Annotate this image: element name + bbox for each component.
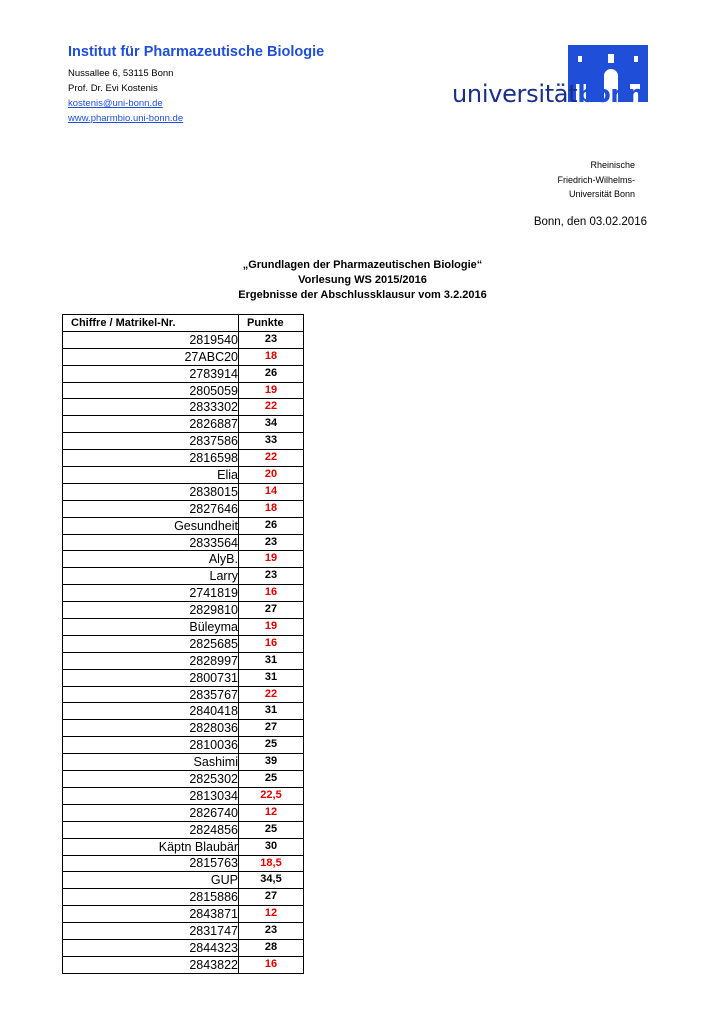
table-row bbox=[63, 348, 304, 365]
row-id-cell: 2800731 bbox=[63, 669, 239, 686]
row-id-cell: 2819540 bbox=[63, 331, 239, 348]
logo-text-bold: bonn bbox=[577, 80, 644, 108]
row-points-cell: 31 bbox=[239, 669, 304, 686]
row-id-cell: 2831747 bbox=[63, 923, 239, 940]
column-header-points: Punkte bbox=[239, 315, 304, 332]
row-points-cell: 18,5 bbox=[239, 855, 304, 872]
table-row bbox=[63, 939, 304, 956]
row-id-cell: Larry bbox=[63, 568, 239, 585]
row-points-cell: 19 bbox=[239, 382, 304, 399]
row-points-cell: 27 bbox=[239, 602, 304, 619]
results-table bbox=[62, 314, 304, 974]
table-row bbox=[63, 568, 304, 585]
university-line-3: Universität Bonn bbox=[568, 189, 635, 199]
email-link[interactable]: kostenis@uni-bonn.de bbox=[68, 98, 163, 109]
table-row bbox=[63, 534, 304, 551]
institute-header bbox=[68, 44, 324, 126]
table-row bbox=[63, 500, 304, 517]
table-row bbox=[63, 703, 304, 720]
row-points-cell: 27 bbox=[239, 720, 304, 737]
university-name-block bbox=[557, 158, 635, 202]
row-id-cell: 2844323 bbox=[63, 939, 239, 956]
row-id-cell: 2833564 bbox=[63, 534, 239, 551]
row-points-cell: 26 bbox=[239, 517, 304, 534]
row-points-cell: 39 bbox=[239, 754, 304, 771]
row-points-cell: 34 bbox=[239, 416, 304, 433]
row-id-cell: 2837586 bbox=[63, 433, 239, 450]
row-id-cell: AlyB. bbox=[63, 551, 239, 568]
row-points-cell: 22 bbox=[239, 399, 304, 416]
column-header-id: Chiffre / Matrikel-Nr. bbox=[63, 315, 239, 332]
table-row bbox=[63, 804, 304, 821]
professor-name: Prof. Dr. Evi Kostenis bbox=[68, 83, 158, 94]
row-points-cell: 18 bbox=[239, 348, 304, 365]
university-line-1: Rheinische bbox=[590, 160, 635, 170]
table-row bbox=[63, 821, 304, 838]
table-row bbox=[63, 467, 304, 484]
row-points-cell: 16 bbox=[239, 956, 304, 973]
row-points-cell: 33 bbox=[239, 433, 304, 450]
row-id-cell: GUP bbox=[63, 872, 239, 889]
row-points-cell: 12 bbox=[239, 804, 304, 821]
row-points-cell: 20 bbox=[239, 467, 304, 484]
table-row bbox=[63, 754, 304, 771]
table-row bbox=[63, 720, 304, 737]
row-points-cell: 22 bbox=[239, 450, 304, 467]
row-points-cell: 31 bbox=[239, 652, 304, 669]
row-id-cell: 2840418 bbox=[63, 703, 239, 720]
row-id-cell: 2815763 bbox=[63, 855, 239, 872]
row-id-cell: Gesundheit bbox=[63, 517, 239, 534]
table-row bbox=[63, 365, 304, 382]
row-points-cell: 23 bbox=[239, 923, 304, 940]
logo-text-regular: universität bbox=[452, 80, 578, 108]
table-row bbox=[63, 906, 304, 923]
row-id-cell: 2833302 bbox=[63, 399, 239, 416]
table-row bbox=[63, 416, 304, 433]
table-row bbox=[63, 450, 304, 467]
website-link[interactable]: www.pharmbio.uni-bonn.de bbox=[68, 113, 184, 124]
table-row bbox=[63, 551, 304, 568]
row-points-cell: 34,5 bbox=[239, 872, 304, 889]
row-points-cell: 18 bbox=[239, 500, 304, 517]
row-id-cell: Sashimi bbox=[63, 754, 239, 771]
table-row bbox=[63, 855, 304, 872]
row-id-cell: 2805059 bbox=[63, 382, 239, 399]
document-date: Bonn, den 03.02.2016 bbox=[533, 216, 647, 228]
table-row bbox=[63, 517, 304, 534]
document-title bbox=[0, 258, 725, 303]
row-points-cell: 19 bbox=[239, 619, 304, 636]
row-id-cell: 2826740 bbox=[63, 804, 239, 821]
row-id-cell: Elia bbox=[63, 467, 239, 484]
university-logo bbox=[452, 42, 652, 110]
table-row bbox=[63, 382, 304, 399]
row-id-cell: 2816598 bbox=[63, 450, 239, 467]
row-id-cell: 2813034 bbox=[63, 787, 239, 804]
row-points-cell: 25 bbox=[239, 821, 304, 838]
row-id-cell: 2827646 bbox=[63, 500, 239, 517]
row-id-cell: 2843871 bbox=[63, 906, 239, 923]
row-points-cell: 19 bbox=[239, 551, 304, 568]
row-id-cell: 27ABC20 bbox=[63, 348, 239, 365]
row-id-cell: 2741819 bbox=[63, 585, 239, 602]
table-row bbox=[63, 956, 304, 973]
table-row bbox=[63, 787, 304, 804]
row-id-cell: 2810036 bbox=[63, 737, 239, 754]
row-points-cell: 23 bbox=[239, 534, 304, 551]
row-points-cell: 26 bbox=[239, 365, 304, 382]
table-header-row bbox=[63, 315, 304, 332]
row-points-cell: 25 bbox=[239, 771, 304, 788]
row-id-cell: 2838015 bbox=[63, 483, 239, 500]
row-id-cell: 2828997 bbox=[63, 652, 239, 669]
row-points-cell: 22,5 bbox=[239, 787, 304, 804]
row-points-cell: 25 bbox=[239, 737, 304, 754]
row-points-cell: 16 bbox=[239, 585, 304, 602]
table-row bbox=[63, 838, 304, 855]
row-points-cell: 27 bbox=[239, 889, 304, 906]
row-points-cell: 31 bbox=[239, 703, 304, 720]
title-line-1: „Grundlagen der Pharmazeutischen Biologie“ bbox=[242, 259, 483, 271]
logo-wordmark bbox=[452, 80, 644, 108]
row-id-cell: 2825302 bbox=[63, 771, 239, 788]
row-id-cell: 2825685 bbox=[63, 635, 239, 652]
table-row bbox=[63, 433, 304, 450]
table-row bbox=[63, 483, 304, 500]
row-points-cell: 23 bbox=[239, 568, 304, 585]
table-row bbox=[63, 331, 304, 348]
row-id-cell: Käptn Blaubär bbox=[63, 838, 239, 855]
row-points-cell: 22 bbox=[239, 686, 304, 703]
row-id-cell: 2783914 bbox=[63, 365, 239, 382]
table-row bbox=[63, 585, 304, 602]
table-row bbox=[63, 889, 304, 906]
row-id-cell: 2828036 bbox=[63, 720, 239, 737]
table-row bbox=[63, 872, 304, 889]
title-line-3: Ergebnisse der Abschlussklausur vom 3.2.2016 bbox=[238, 289, 487, 301]
row-points-cell: 30 bbox=[239, 838, 304, 855]
row-points-cell: 12 bbox=[239, 906, 304, 923]
row-id-cell: Büleyma bbox=[63, 619, 239, 636]
row-points-cell: 23 bbox=[239, 331, 304, 348]
table-row bbox=[63, 399, 304, 416]
row-id-cell: 2829810 bbox=[63, 602, 239, 619]
row-id-cell: 2815886 bbox=[63, 889, 239, 906]
row-id-cell: 2843822 bbox=[63, 956, 239, 973]
results-body bbox=[63, 331, 304, 973]
university-line-2: Friedrich-Wilhelms- bbox=[557, 174, 635, 185]
table-row bbox=[63, 652, 304, 669]
row-id-cell: 2835767 bbox=[63, 686, 239, 703]
table-row bbox=[63, 602, 304, 619]
table-row bbox=[63, 669, 304, 686]
institute-address: Nussallee 6, 53115 Bonn bbox=[68, 68, 174, 79]
row-id-cell: 2826887 bbox=[63, 416, 239, 433]
table-row bbox=[63, 686, 304, 703]
title-line-2: Vorlesung WS 2015/2016 bbox=[298, 274, 427, 286]
row-points-cell: 28 bbox=[239, 939, 304, 956]
institute-name: Institut für Pharmazeutische Biologie bbox=[68, 44, 325, 60]
row-points-cell: 16 bbox=[239, 635, 304, 652]
row-id-cell: 2824856 bbox=[63, 821, 239, 838]
table-row bbox=[63, 923, 304, 940]
table-row bbox=[63, 737, 304, 754]
table-row bbox=[63, 619, 304, 636]
row-points-cell: 14 bbox=[239, 483, 304, 500]
table-row bbox=[63, 635, 304, 652]
table-row bbox=[63, 771, 304, 788]
